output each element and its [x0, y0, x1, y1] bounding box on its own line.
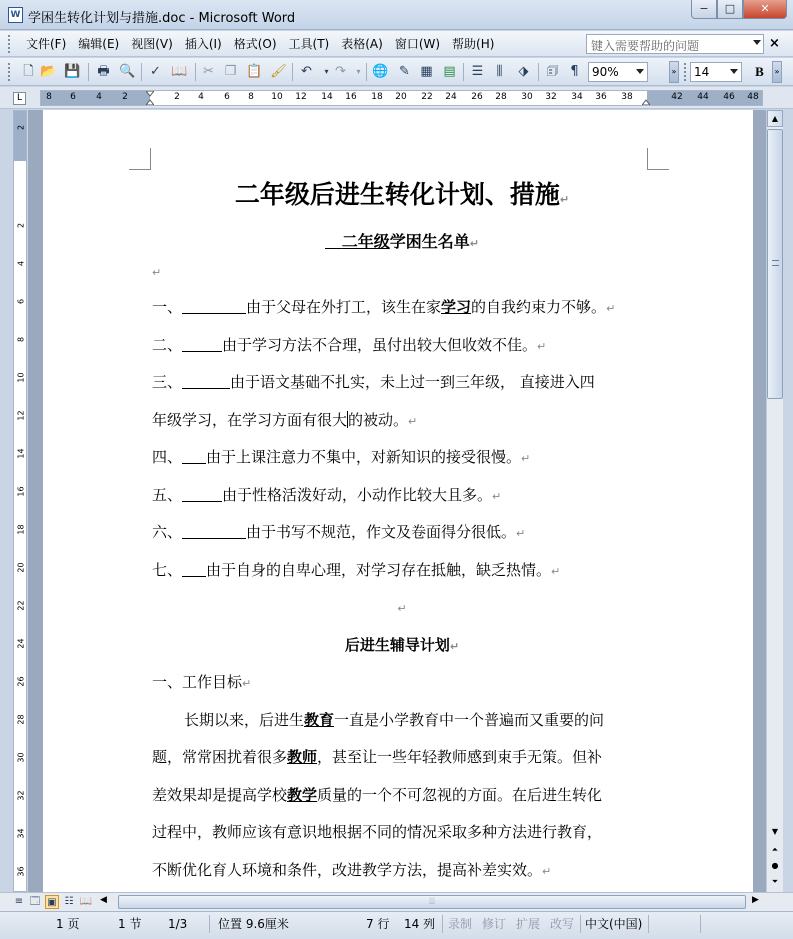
list-item-number: 五、: [152, 485, 183, 504]
status-track-changes[interactable]: 修订: [482, 917, 507, 931]
keyword-link[interactable]: 教师: [287, 748, 318, 766]
name-blank: [182, 336, 222, 352]
vruler-tick-label: 6: [16, 298, 26, 305]
vruler-tick-label: 36: [16, 866, 26, 877]
status-separator: [580, 915, 581, 933]
undo-icon[interactable]: ↶: [301, 64, 312, 79]
page-corner-mark: [647, 148, 669, 170]
name-blank: [182, 448, 206, 464]
ruler-tick-label: 42: [671, 92, 683, 102]
paragraph-mark: ↵: [469, 237, 479, 250]
open-icon[interactable]: 📂: [40, 64, 57, 79]
list-item[interactable]: [152, 477, 652, 515]
format-painter-icon[interactable]: 🖌: [270, 64, 287, 79]
ruler-tick-label: 24: [445, 92, 457, 102]
paragraph-mark: ↵: [449, 639, 460, 653]
paragraph-mark: ↵: [242, 677, 252, 690]
toolbar-separator: [463, 63, 464, 81]
toolbar-grip-handle[interactable]: [684, 63, 688, 81]
ruler-tick-label: 2: [122, 92, 128, 102]
vruler-tick-label: 20: [16, 562, 26, 573]
list-item-number: 二、: [152, 335, 183, 354]
status-bar: [0, 911, 793, 939]
redo-icon[interactable]: ↷: [335, 64, 346, 79]
list-item[interactable]: [152, 364, 652, 402]
title-bar: [0, 0, 793, 30]
vruler-tick-label: 2: [16, 124, 26, 131]
normal-view-icon[interactable]: ≡: [14, 896, 24, 907]
body-text: 差效果却是提高学校: [152, 785, 288, 804]
window-title: 学困生转化计划与措施.doc - Microsoft Word: [28, 11, 296, 26]
ruler-tick-label: 34: [571, 92, 583, 102]
ruler-tick-label: 12: [295, 92, 307, 102]
vruler-tick-label: 4: [16, 260, 26, 267]
horizontal-ruler[interactable]: [40, 90, 763, 106]
minimize-button[interactable]: −: [691, 0, 717, 19]
ruler-tick-label: 6: [224, 92, 230, 102]
student-list: [152, 289, 652, 589]
paragraph-mark: ↵: [521, 452, 531, 465]
subtitle-text: 学困生名单: [389, 232, 470, 251]
list-item-text: 由于上课注意力不集中，对新知识的接受很慢。: [206, 448, 522, 466]
previous-page-icon[interactable]: ⏶: [771, 845, 779, 854]
ruler-tick-label: 18: [371, 92, 383, 102]
browse-object-icon[interactable]: ●: [771, 861, 779, 870]
hyperlink-icon[interactable]: 🌐: [372, 64, 389, 79]
ruler-tick-label: 36: [595, 92, 607, 102]
keyword-link[interactable]: 教学: [287, 785, 318, 804]
menu-items: [20, 36, 500, 52]
list-item[interactable]: [152, 289, 652, 327]
goal-heading[interactable]: [152, 664, 652, 702]
list-item[interactable]: [152, 514, 652, 552]
paragraph-mark: ↵: [551, 564, 561, 578]
menu-grip-handle[interactable]: [8, 35, 12, 53]
status-separator: [700, 915, 701, 933]
list-item-number: 四、: [152, 448, 183, 466]
save-icon[interactable]: 💾: [64, 64, 81, 79]
list-item[interactable]: [152, 327, 652, 365]
paste-icon[interactable]: 📋: [246, 64, 263, 79]
first-line-indent-marker[interactable]: [146, 91, 154, 105]
ruler-tick-label: 2: [174, 92, 180, 102]
print-icon[interactable]: 🖶: [97, 64, 110, 79]
paragraph-mark: ↵: [537, 339, 547, 353]
window-controls: [691, 0, 787, 19]
research-icon[interactable]: 📖: [171, 64, 188, 79]
name-blank: [182, 373, 230, 389]
keyword-link[interactable]: 教育: [304, 710, 335, 729]
status-separator: [648, 915, 649, 933]
horizontal-scroll-thumb[interactable]: ⦙⦙⦙: [118, 895, 746, 909]
name-blank: [182, 561, 206, 577]
status-overtype[interactable]: 改写: [550, 917, 575, 931]
ruler-tick-label: 4: [96, 92, 102, 102]
toolbar-separator: [195, 63, 196, 81]
ruler-tick-label: 20: [395, 92, 407, 102]
body-line[interactable]: [152, 777, 652, 815]
toolbar-options-button[interactable]: »: [669, 61, 679, 83]
help-search-input[interactable]: [586, 34, 764, 54]
vruler-tick-label: 10: [16, 372, 26, 383]
cut-icon[interactable]: ✂: [203, 64, 214, 79]
status-page-of: 1/3: [168, 917, 188, 931]
horizontal-scroll-row: [0, 892, 793, 911]
right-indent-marker[interactable]: [642, 91, 650, 105]
menu-item[interactable]: 文件(F): [26, 37, 67, 51]
keyword-link[interactable]: 学习: [441, 298, 472, 316]
list-item-text: 由于书写不规范，作文及卷面得分很低。: [246, 523, 517, 541]
undo-dropdown-icon[interactable]: ▾: [324, 67, 329, 76]
paragraph-mark: ↵: [492, 489, 502, 503]
ruler-tick-label: 10: [271, 92, 283, 102]
subtitle-underlined: 二年级: [341, 232, 390, 251]
word-app-icon[interactable]: W: [8, 7, 23, 23]
list-item-text: 由于学习方法不合理，虽付出较大但收效不佳。: [222, 335, 538, 354]
name-blank: [182, 298, 246, 314]
close-document-button[interactable]: ×: [769, 36, 780, 51]
toolbar-grip-handle[interactable]: [8, 63, 12, 81]
document-content[interactable]: [152, 170, 652, 889]
status-extend[interactable]: 扩展: [516, 917, 541, 931]
list-item-text: 的自我约束力不够。: [471, 298, 607, 316]
menu-item[interactable]: 窗口(W): [394, 37, 441, 51]
paragraph-mark: ↵: [559, 193, 570, 206]
show-hide-icon[interactable]: ¶: [570, 64, 579, 79]
body-text: 长期以来，后进生: [184, 710, 305, 729]
chevron-down-icon[interactable]: [636, 69, 644, 74]
ruler-tick-label: 48: [747, 92, 759, 102]
insert-excel-icon[interactable]: ▤: [443, 64, 456, 79]
vruler-tick-label: 28: [16, 714, 26, 725]
status-line: 7 行: [366, 917, 390, 931]
paragraph-mark: ↵: [397, 602, 407, 615]
chevron-down-icon[interactable]: [730, 69, 738, 74]
vruler-tick-label: 16: [16, 486, 26, 497]
vruler-tick-label: 22: [16, 600, 26, 611]
print-preview-icon[interactable]: 🔍: [119, 64, 136, 79]
vruler-tick-label: 8: [16, 336, 26, 343]
page-corner-mark: [129, 148, 151, 170]
ruler-tick-label: 26: [471, 92, 483, 102]
insert-table-icon[interactable]: ▦: [420, 64, 433, 79]
copy-icon[interactable]: ❐: [224, 64, 237, 79]
reading-view-icon[interactable]: 📖: [79, 896, 93, 907]
body-line[interactable]: [152, 852, 652, 890]
body-text: 题，常常困扰着很多: [152, 748, 288, 766]
body-text: 过程中，教师应该有意识地根据不同的情况采取多种方法进行教育，: [152, 823, 603, 841]
vruler-tick-label: 2: [16, 222, 26, 229]
status-column: 14 列: [404, 917, 436, 931]
ruler-tick-label: 6: [70, 92, 76, 102]
maximize-button[interactable]: □: [717, 0, 743, 19]
scroll-up-icon[interactable]: ▲: [767, 110, 783, 127]
paragraph-mark: ↵: [152, 266, 162, 279]
menu-bar: [0, 31, 793, 57]
font-size-select[interactable]: [690, 62, 742, 82]
vruler-tick-label: 12: [16, 410, 26, 421]
body-paragraph: [152, 702, 652, 890]
vruler-tick-label: 32: [16, 790, 26, 801]
ruler-tick-label: 32: [545, 92, 557, 102]
ruler-tick-label: 28: [495, 92, 507, 102]
ruler-tick-label: 46: [723, 92, 735, 102]
status-page: 1 页: [56, 917, 80, 931]
goal-heading-text: 一、工作目标: [152, 673, 243, 691]
vruler-tick-label: 26: [16, 676, 26, 687]
ruler-tick-label: 44: [697, 92, 709, 102]
chevron-down-icon[interactable]: [753, 40, 761, 45]
document-title[interactable]: [152, 173, 652, 217]
paragraph-mark: ↵: [542, 864, 552, 878]
menu-item[interactable]: 表格(A): [341, 37, 383, 51]
ruler-tick-label: 14: [321, 92, 333, 102]
columns-icon[interactable]: ☰: [471, 64, 484, 79]
status-section: 1 节: [118, 917, 142, 931]
toolbar-separator: [88, 63, 89, 81]
vertical-scroll-thumb[interactable]: [767, 129, 783, 399]
vertical-scrollbar[interactable]: [766, 110, 783, 892]
toolbar-separator: [141, 63, 142, 81]
section-title[interactable]: [152, 627, 652, 665]
vertical-ruler[interactable]: [13, 110, 27, 892]
menu-item[interactable]: 视图(V): [131, 37, 173, 51]
vruler-tick-label: 34: [16, 828, 26, 839]
list-item-text: 由于性格活泼好动，小动作比较大且多。: [222, 485, 493, 504]
redo-dropdown-icon[interactable]: ▾: [356, 67, 361, 76]
ruler-tick-label: 8: [46, 92, 52, 102]
name-blank: [182, 523, 246, 539]
list-item-number: 三、: [152, 373, 183, 391]
spelling-icon[interactable]: ✓: [150, 64, 161, 79]
reading-mode-icon[interactable]: 🗊: [546, 64, 559, 79]
list-item-text: 由于父母在外打工，该生在家: [246, 298, 442, 316]
vruler-tick-label: 18: [16, 524, 26, 535]
print-layout-icon[interactable]: ▣: [45, 895, 59, 909]
status-record[interactable]: 录制: [448, 917, 473, 931]
status-separator: [209, 915, 210, 933]
grip-icon: [772, 260, 779, 266]
list-item[interactable]: [152, 439, 652, 477]
bold-button[interactable]: B: [755, 64, 764, 79]
toolbar-separator: [292, 63, 293, 81]
zoom-value: 90%: [592, 65, 619, 79]
ruler-tick-label: 30: [521, 92, 533, 102]
ruler-tick-label: 22: [421, 92, 433, 102]
web-view-icon[interactable]: 🗔: [29, 896, 41, 907]
list-item[interactable]: [152, 402, 652, 440]
section-title-text: 后进生辅导计划: [344, 635, 450, 654]
body-text: 质量的一个不可忽视的方面。在后进生转化: [317, 785, 603, 804]
ruler-tick-label: 16: [345, 92, 357, 102]
vruler-tick-label: 14: [16, 448, 26, 459]
menu-item[interactable]: 编辑(E): [78, 37, 120, 51]
list-item-text: 的被动。: [348, 410, 409, 429]
tab-selector[interactable]: L: [13, 92, 26, 105]
list-item-number: 一、: [152, 298, 183, 316]
help-search-placeholder: 键入需要帮助的问题: [591, 39, 700, 53]
body-text: ，甚至让一些年轻教师感到束手无策。但补: [317, 748, 603, 766]
status-language[interactable]: 中文(中国): [585, 917, 643, 931]
menu-item[interactable]: 帮助(H): [452, 37, 495, 51]
scroll-down-icon[interactable]: ▼: [771, 827, 779, 836]
list-item[interactable]: [152, 552, 652, 590]
new-icon[interactable]: 🗋: [23, 64, 34, 79]
horizontal-ruler-row: [0, 87, 793, 109]
status-position: 位置 9.6厘米: [218, 917, 289, 931]
toolbar-separator: [366, 63, 367, 81]
menu-item[interactable]: 插入(I): [184, 37, 222, 51]
menu-item[interactable]: 工具(T): [288, 37, 330, 51]
document-map-icon[interactable]: ⬗: [518, 64, 529, 79]
list-item-text: 年级学习，在学习方面有很大: [152, 410, 348, 429]
body-text: 不断优化育人环境和条件，改进教学方法，提高补差实效。: [152, 860, 543, 879]
next-page-icon[interactable]: ⏷: [771, 877, 779, 886]
list-item-number: 六、: [152, 523, 183, 541]
document-subtitle[interactable]: [152, 229, 652, 251]
body-line[interactable]: [152, 702, 652, 740]
scroll-left-icon[interactable]: ◀: [100, 895, 107, 905]
tables-borders-icon[interactable]: ✎: [399, 64, 410, 79]
document-area: [28, 110, 766, 892]
list-item-text: 由于语文基础不扎实，未上过一到三年级， 直接进入四: [230, 373, 595, 391]
toolbar-separator: [538, 63, 539, 81]
document-page[interactable]: [43, 110, 753, 892]
scroll-right-icon[interactable]: ▶: [752, 895, 759, 905]
toolbar-options-button[interactable]: »: [772, 61, 782, 83]
paragraph-mark: ↵: [408, 414, 418, 428]
vruler-tick-label: 30: [16, 752, 26, 763]
close-button[interactable]: ✕: [743, 0, 787, 19]
document-title-text: 二年级后进生转化计划、措施: [234, 180, 560, 209]
paragraph-mark: ↵: [606, 302, 616, 315]
paragraph-mark: ↵: [516, 527, 526, 540]
drawing-icon[interactable]: ⫼: [496, 64, 503, 79]
body-text: 一直是小学教育中一个普遍而又重要的问: [334, 710, 605, 729]
ruler-tick-label: 8: [248, 92, 254, 102]
standard-toolbar: [0, 58, 793, 86]
list-item-number: 七、: [152, 560, 183, 579]
zoom-select[interactable]: [588, 62, 648, 82]
vruler-tick-label: 24: [16, 638, 26, 649]
empty-paragraph[interactable]: [152, 251, 652, 289]
name-blank: [182, 486, 222, 502]
ruler-tick-label: 4: [198, 92, 204, 102]
vertical-ruler-top-margin: [14, 111, 26, 161]
list-item-text: 由于自身的自卑心理，对学习存在抵触，缺乏热情。: [206, 560, 552, 579]
outline-view-icon[interactable]: ☷: [64, 896, 74, 907]
empty-paragraph[interactable]: [152, 589, 652, 627]
menu-item[interactable]: 格式(O): [233, 37, 277, 51]
ruler-tick-label: 38: [621, 92, 633, 102]
font-size-value: 14: [694, 65, 710, 79]
body-line[interactable]: [152, 814, 652, 852]
body-line[interactable]: [152, 739, 652, 777]
status-separator: [442, 915, 443, 933]
